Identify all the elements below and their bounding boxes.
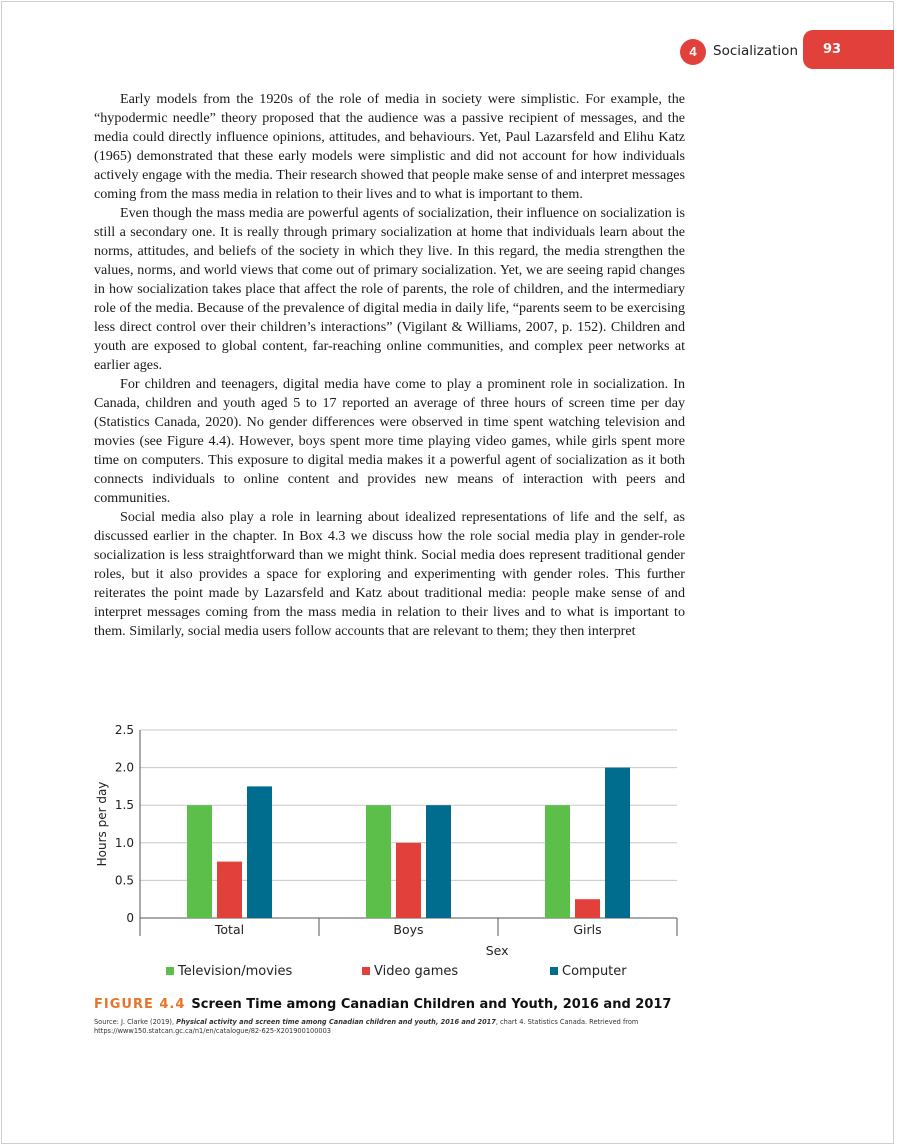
bar (396, 843, 421, 918)
bar (366, 805, 391, 918)
bar (545, 805, 570, 918)
source-prefix: Source: J. Clarke (2019), (94, 1018, 177, 1026)
running-header (0, 0, 897, 70)
paragraph-1: Early models from the 1920s of the role of media in society were simplistic. For example, the “hypodermic needle” theory proposed that the audience was a passive recipient of messages, and the media could directly influence opinions, attitudes, and behaviours. Yet, Paul Lazarsfeld and Elihu Katz (1965) demonstrated that these early models were simplistic and did not account for how individuals actively engage with the media. Their research showed that people make sense of and interpret messages coming from the mass media in relation to their lives and to what is important to them. (94, 91, 685, 202)
y-axis-label: Hours per day (95, 781, 109, 867)
legend-label: Video games (374, 964, 459, 979)
source-suffix: , chart 4. Statistics Canada. Retrieved from https://www150.statcan.gc.ca/n1/en/catalogue/82-625-X201900100003 (94, 1018, 639, 1035)
source-title: Physical activity and screen time among Canadian children and youth, 2016 and 2017 (176, 1018, 496, 1026)
chapter-title: Socialization (713, 43, 798, 59)
x-tick-label: Girls (573, 922, 602, 937)
figure-source (94, 1018, 704, 1036)
figure-title: Screen Time among Canadian Children and Youth, 2016 and 2017 (191, 997, 672, 1012)
figure-caption (94, 997, 794, 1012)
paragraph-4: Social media also play a role in learning about idealized representations of life and the self, as discussed earlier in the chapter. In Box 4.3 we discuss how the role social media play in gender-role socialization is less straightforward than we might think. Social media does represent traditional gender roles, but it also provides a space for exploring and experimenting with gender roles. This further reiterates the point made by Lazarsfeld and Katz about traditional media: people make sense of and interpret messages coming from the mass media in relation to their lives and to what is important to them. Similarly, social media users follow accounts that are relevant to them; they then interpret (94, 509, 685, 639)
screen-time-bar-chart (90, 718, 710, 993)
bar (426, 805, 451, 918)
bar (575, 899, 600, 918)
chapter-number-badge: 4 (680, 39, 706, 65)
legend-swatch (362, 967, 370, 975)
page-number-tab (803, 30, 894, 69)
y-tick-label: 2.5 (114, 723, 134, 737)
body-text (94, 90, 685, 641)
y-tick-label: 0.5 (114, 873, 134, 888)
paragraph-3: For children and teenagers, digital media have come to play a prominent role in socialization. In Canada, children and youth aged 5 to 17 reported an average of three hours of screen time per day (Statistics Canada, 2020). No gender differences were observed in time spent watching television and movies (see Figure 4.4). However, boys spent more time playing video games, while girls spent more time on computers. This exposure to digital media makes it a powerful agent of socialization as it both connects individuals to online content and provides new means of interaction with peers and communities. (94, 376, 685, 506)
y-tick-label: 1.0 (114, 835, 134, 850)
bar (247, 786, 272, 918)
page-number: 93 (823, 42, 842, 57)
bar (187, 805, 212, 918)
legend-label: Television/movies (178, 964, 293, 979)
legend-swatch (550, 967, 558, 975)
x-tick-label: Boys (393, 922, 424, 937)
x-tick-label: Total (214, 922, 245, 937)
bar (605, 768, 630, 918)
legend-label: Computer (562, 964, 627, 979)
y-tick-label: 2.0 (114, 760, 134, 775)
bar (217, 862, 242, 918)
x-axis-label: Sex (485, 943, 509, 958)
paragraph-2: Even though the mass media are powerful agents of socialization, their influence on socialization is still a secondary one. It is really through primary socialization at home that individuals learn about the norms, attitudes, and beliefs of the society in which they live. In this regard, the media strengthen the values, norms, and world views that come out of primary socialization. Yet, we are seeing rapid changes in how socialization takes place that affect the role of parents, the role of children, and the intermediary role of the media. Because of the prevalence of digital media in daily life, “parents seem to be exercising less direct control over their children’s interactions” (Vigilant & Williams, 2007, p. 152). Children and youth are exposed to global content, far-reaching online communities, and complex peer networks at earlier ages. (94, 205, 685, 373)
y-tick-label: 0 (126, 911, 134, 925)
y-tick-label: 1.5 (114, 798, 134, 813)
figure-label: FIGURE 4.4 (94, 997, 186, 1012)
legend-swatch (166, 967, 174, 975)
